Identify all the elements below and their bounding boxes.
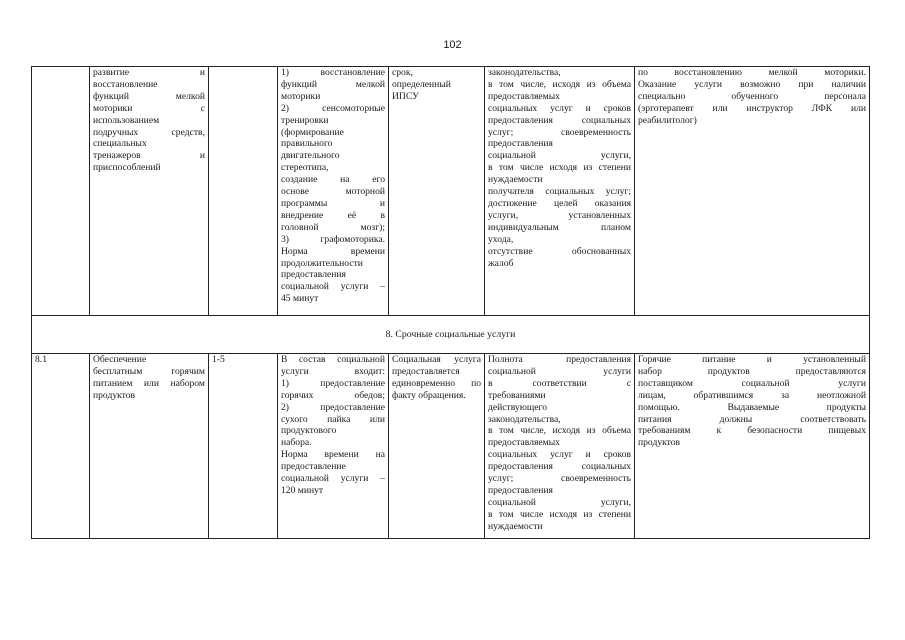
text-line: двигательного bbox=[281, 150, 340, 162]
text-line: ИПСУ bbox=[392, 90, 419, 102]
text-line: использованием bbox=[93, 114, 160, 126]
text-line: социальной услуги – bbox=[281, 281, 385, 293]
text-line: законодательства, bbox=[488, 67, 561, 78]
service-content-cell bbox=[278, 67, 389, 316]
text-line: 1) предоставление bbox=[281, 377, 385, 389]
evaluation-cell bbox=[485, 354, 635, 539]
text-line: Социальная услуга bbox=[392, 354, 481, 365]
text-line: стереотипа, bbox=[281, 162, 329, 174]
text-line: в соответствии с bbox=[488, 377, 631, 389]
text-line: жалоб bbox=[488, 257, 514, 269]
terms-cell: 1-5 bbox=[209, 354, 278, 539]
text-line: социальных услуг и сроков bbox=[488, 449, 631, 461]
text-line: услуг; своевременность bbox=[488, 126, 631, 138]
service-name-cell bbox=[90, 354, 209, 539]
text-line: функций мелкой bbox=[93, 90, 205, 102]
text-line: набора. bbox=[281, 437, 312, 449]
text-line: социальной услуги bbox=[488, 365, 631, 377]
text-line: индивидуальным планом bbox=[488, 221, 631, 233]
text-line: действующего bbox=[488, 401, 548, 413]
text-line: создание на его bbox=[281, 174, 385, 186]
text-line: правильного bbox=[281, 138, 333, 150]
text-line: сухого пайка или bbox=[281, 413, 385, 425]
text-line: предоставления социальных bbox=[488, 114, 631, 126]
text-line: питания должны соответствовать bbox=[638, 413, 866, 425]
text-line: продуктового bbox=[281, 425, 337, 437]
text-line: по восстановлению мелкой моторики. bbox=[638, 67, 866, 78]
text-line: ухода, bbox=[488, 233, 514, 245]
terms-cell bbox=[209, 67, 278, 316]
text-line: основе моторной bbox=[281, 186, 385, 198]
text-line: социальных услуг и сроков bbox=[488, 102, 631, 114]
text-line: головной мозг); bbox=[281, 221, 385, 233]
text-line: в том числе исходя из степени bbox=[488, 508, 631, 520]
text-line: в том числе, исходя из объема bbox=[488, 78, 631, 90]
text-line: Норма времени на bbox=[281, 449, 385, 461]
text-line: Норма времени bbox=[281, 245, 385, 257]
text-line: требованиями bbox=[488, 389, 546, 401]
text-line: специально обученного персонала bbox=[638, 90, 866, 102]
text-line: продуктов bbox=[93, 389, 136, 401]
text-line: бесплатным горячим bbox=[93, 365, 205, 377]
service-name-cell bbox=[90, 67, 209, 316]
timing-cell bbox=[389, 354, 485, 539]
text-line: Горячие питание и установленный bbox=[638, 354, 866, 365]
text-line: помощью. Выдаваемые продукты bbox=[638, 401, 866, 413]
text-line: В состав социальной bbox=[281, 354, 385, 365]
evaluation-cell bbox=[485, 67, 635, 316]
row-number-cell bbox=[32, 67, 90, 316]
text-line: законодательства, bbox=[488, 413, 561, 425]
text-line: услуги входит: bbox=[281, 365, 385, 377]
row-number-cell: 8.1 bbox=[32, 354, 90, 539]
text-line: отсутствие обоснованных bbox=[488, 245, 631, 257]
text-line: социальной услуги, bbox=[488, 150, 631, 162]
timing-cell bbox=[389, 67, 485, 316]
text-line: 3) графомоторика. bbox=[281, 233, 385, 245]
text-line: (формирование bbox=[281, 126, 344, 138]
section-title: 8. Срочные социальные услуги bbox=[32, 316, 870, 354]
text-line: внедрение её в bbox=[281, 209, 385, 221]
text-line: предоставляется bbox=[392, 365, 460, 377]
text-line: предоставления bbox=[281, 269, 346, 281]
text-line: тренировки bbox=[281, 114, 329, 126]
text-line: реабилитолог) bbox=[638, 114, 697, 126]
text-line: поставщиком социальной услуги bbox=[638, 377, 866, 389]
text-line: 45 минут bbox=[281, 293, 319, 305]
text-line: продуктов bbox=[638, 437, 681, 449]
table-row-8-1 bbox=[32, 354, 870, 539]
text-line: набор продуктов предоставляются bbox=[638, 365, 866, 377]
text-line: приспособлений bbox=[93, 162, 161, 174]
text-line: услуги, установленных bbox=[488, 209, 631, 221]
text-line: срок, bbox=[392, 67, 413, 78]
text-line: 2) сенсомоторные bbox=[281, 102, 385, 114]
text-line: предоставление bbox=[281, 461, 346, 473]
text-line: программы и bbox=[281, 197, 385, 209]
text-line: единовременно по bbox=[392, 377, 481, 389]
text-line: нуждаемости bbox=[488, 174, 543, 186]
text-line: в том числе, исходя из объема bbox=[488, 425, 631, 437]
social-services-table bbox=[31, 66, 870, 539]
text-line: моторики с bbox=[93, 102, 205, 114]
text-line: нуждаемости bbox=[488, 520, 543, 532]
text-line: Полнота предоставления bbox=[488, 354, 631, 365]
text-line: 2) предоставление bbox=[281, 401, 385, 413]
text-line: предоставляемых bbox=[488, 90, 560, 102]
text-line: лицам, обратившимся за неотложной bbox=[638, 389, 866, 401]
text-line: 120 минут bbox=[281, 484, 324, 496]
text-line: социальной услуги – bbox=[281, 473, 385, 485]
text-line: горячих обедов; bbox=[281, 389, 385, 401]
text-line: предоставления социальных bbox=[488, 461, 631, 473]
text-line: развитие и bbox=[93, 67, 205, 78]
page-number: 102 bbox=[443, 39, 462, 51]
text-line: 1) восстановление bbox=[281, 67, 385, 78]
text-line: предоставляемых bbox=[488, 437, 560, 449]
text-line: тренажеров и bbox=[93, 150, 205, 162]
text-line: продолжительности bbox=[281, 257, 363, 269]
text-line: достижение целей оказания bbox=[488, 197, 631, 209]
text-line: социальной услуги, bbox=[488, 496, 631, 508]
text-line: функций мелкой bbox=[281, 78, 385, 90]
text-line: специальных bbox=[93, 138, 147, 150]
text-line: требованиям к безопасности пищевых bbox=[638, 425, 866, 437]
text-line: факту обращения. bbox=[392, 389, 466, 401]
conditions-cell bbox=[635, 67, 870, 316]
section-row bbox=[32, 316, 870, 354]
text-line: получателя социальных услуг; bbox=[488, 186, 631, 198]
text-line: моторики bbox=[281, 90, 321, 102]
text-line: питанием или набором bbox=[93, 377, 205, 389]
text-line: предоставления bbox=[488, 484, 553, 496]
text-line: восстановление bbox=[93, 78, 158, 90]
text-line: Оказание услуги возможно при наличии bbox=[638, 78, 866, 90]
text-line: Обеспечение bbox=[93, 354, 147, 365]
text-line: определенный bbox=[392, 78, 451, 90]
table-row-continued bbox=[32, 67, 870, 316]
text-line: услуг; своевременность bbox=[488, 473, 631, 485]
conditions-cell bbox=[635, 354, 870, 539]
text-line: предоставления bbox=[488, 138, 553, 150]
text-line: в том числе исходя из степени bbox=[488, 162, 631, 174]
service-content-cell bbox=[278, 354, 389, 539]
text-line: подручных средств, bbox=[93, 126, 205, 138]
text-line: (эрготерапевт или инструктор ЛФК или bbox=[638, 102, 866, 114]
